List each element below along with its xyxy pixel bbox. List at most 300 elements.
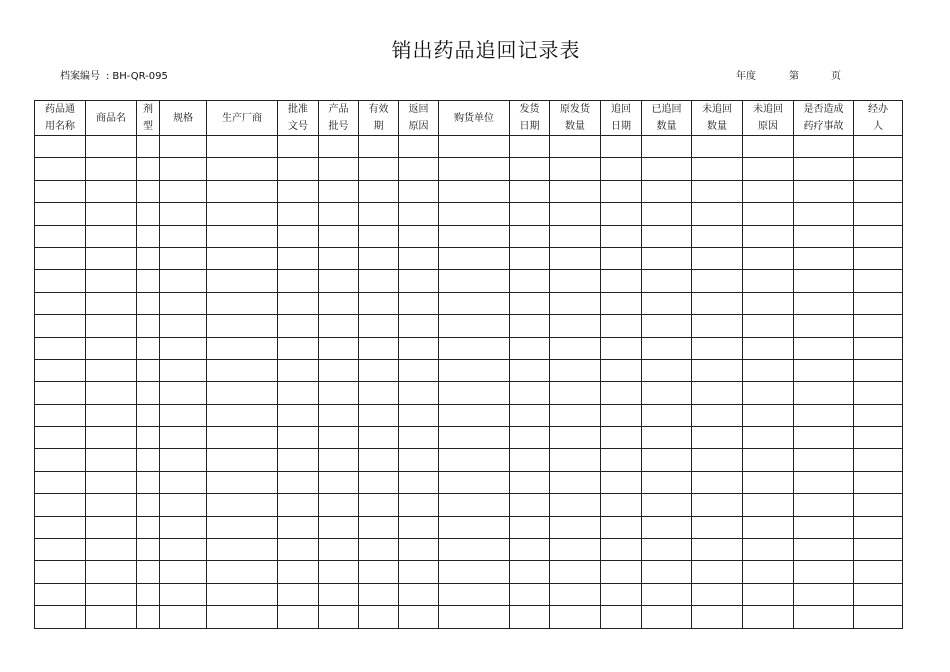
table-cell[interactable] — [319, 583, 359, 605]
table-cell[interactable] — [278, 583, 319, 605]
table-cell[interactable] — [399, 270, 439, 292]
table-cell[interactable] — [510, 494, 550, 516]
table-cell[interactable] — [319, 270, 359, 292]
table-cell[interactable] — [35, 449, 86, 471]
table-cell[interactable] — [692, 539, 743, 561]
table-cell[interactable] — [794, 449, 854, 471]
table-cell[interactable] — [854, 315, 903, 337]
table-cell[interactable] — [319, 471, 359, 493]
table-cell[interactable] — [137, 337, 160, 359]
table-cell[interactable] — [642, 270, 692, 292]
table-cell[interactable] — [399, 225, 439, 247]
table-cell[interactable] — [743, 359, 794, 381]
table-cell[interactable] — [359, 404, 399, 426]
table-cell[interactable] — [359, 203, 399, 225]
table-cell[interactable] — [160, 292, 207, 314]
table-cell[interactable] — [550, 180, 601, 202]
table-cell[interactable] — [319, 180, 359, 202]
table-cell[interactable] — [550, 136, 601, 158]
table-cell[interactable] — [854, 449, 903, 471]
table-cell[interactable] — [86, 583, 137, 605]
table-cell[interactable] — [439, 180, 510, 202]
table-cell[interactable] — [550, 359, 601, 381]
table-cell[interactable] — [439, 539, 510, 561]
table-cell[interactable] — [510, 583, 550, 605]
table-cell[interactable] — [35, 203, 86, 225]
table-cell[interactable] — [550, 337, 601, 359]
table-cell[interactable] — [510, 203, 550, 225]
table-cell[interactable] — [854, 292, 903, 314]
table-cell[interactable] — [319, 494, 359, 516]
table-cell[interactable] — [510, 404, 550, 426]
table-cell[interactable] — [550, 158, 601, 180]
table-cell[interactable] — [137, 359, 160, 381]
table-cell[interactable] — [160, 427, 207, 449]
table-cell[interactable] — [439, 427, 510, 449]
table-cell[interactable] — [692, 315, 743, 337]
table-cell[interactable] — [399, 516, 439, 538]
table-cell[interactable] — [207, 382, 278, 404]
table-cell[interactable] — [160, 606, 207, 628]
table-cell[interactable] — [439, 247, 510, 269]
table-cell[interactable] — [854, 136, 903, 158]
table-cell[interactable] — [137, 539, 160, 561]
table-cell[interactable] — [278, 337, 319, 359]
table-cell[interactable] — [642, 561, 692, 583]
table-cell[interactable] — [359, 225, 399, 247]
table-cell[interactable] — [743, 606, 794, 628]
table-cell[interactable] — [743, 225, 794, 247]
table-cell[interactable] — [692, 471, 743, 493]
table-cell[interactable] — [86, 516, 137, 538]
table-cell[interactable] — [854, 180, 903, 202]
table-cell[interactable] — [207, 203, 278, 225]
table-cell[interactable] — [35, 136, 86, 158]
table-cell[interactable] — [86, 270, 137, 292]
table-cell[interactable] — [35, 427, 86, 449]
table-cell[interactable] — [137, 494, 160, 516]
table-cell[interactable] — [137, 225, 160, 247]
table-cell[interactable] — [550, 315, 601, 337]
table-cell[interactable] — [359, 136, 399, 158]
table-cell[interactable] — [399, 561, 439, 583]
table-cell[interactable] — [86, 404, 137, 426]
table-cell[interactable] — [510, 382, 550, 404]
table-cell[interactable] — [160, 158, 207, 180]
table-cell[interactable] — [642, 606, 692, 628]
table-cell[interactable] — [86, 471, 137, 493]
table-cell[interactable] — [794, 315, 854, 337]
table-cell[interactable] — [359, 583, 399, 605]
table-cell[interactable] — [794, 606, 854, 628]
table-cell[interactable] — [359, 427, 399, 449]
table-cell[interactable] — [399, 292, 439, 314]
table-cell[interactable] — [278, 606, 319, 628]
table-cell[interactable] — [854, 382, 903, 404]
table-cell[interactable] — [439, 606, 510, 628]
table-cell[interactable] — [359, 516, 399, 538]
table-cell[interactable] — [319, 539, 359, 561]
table-cell[interactable] — [743, 471, 794, 493]
table-cell[interactable] — [692, 136, 743, 158]
table-cell[interactable] — [278, 315, 319, 337]
table-cell[interactable] — [86, 292, 137, 314]
table-cell[interactable] — [86, 359, 137, 381]
table-cell[interactable] — [137, 292, 160, 314]
table-cell[interactable] — [743, 427, 794, 449]
table-cell[interactable] — [743, 203, 794, 225]
table-cell[interactable] — [743, 247, 794, 269]
table-cell[interactable] — [692, 516, 743, 538]
table-cell[interactable] — [207, 427, 278, 449]
table-cell[interactable] — [854, 247, 903, 269]
table-cell[interactable] — [278, 561, 319, 583]
table-cell[interactable] — [207, 516, 278, 538]
table-cell[interactable] — [160, 583, 207, 605]
table-cell[interactable] — [692, 203, 743, 225]
table-cell[interactable] — [439, 225, 510, 247]
table-cell[interactable] — [510, 136, 550, 158]
table-cell[interactable] — [794, 180, 854, 202]
table-cell[interactable] — [35, 180, 86, 202]
table-cell[interactable] — [794, 359, 854, 381]
table-cell[interactable] — [35, 539, 86, 561]
table-cell[interactable] — [207, 270, 278, 292]
table-cell[interactable] — [86, 203, 137, 225]
table-cell[interactable] — [319, 606, 359, 628]
table-cell[interactable] — [160, 404, 207, 426]
table-cell[interactable] — [601, 136, 642, 158]
table-cell[interactable] — [692, 158, 743, 180]
table-cell[interactable] — [854, 471, 903, 493]
table-cell[interactable] — [137, 561, 160, 583]
table-cell[interactable] — [550, 516, 601, 538]
table-cell[interactable] — [399, 337, 439, 359]
table-cell[interactable] — [399, 539, 439, 561]
table-cell[interactable] — [550, 471, 601, 493]
table-cell[interactable] — [794, 471, 854, 493]
table-cell[interactable] — [692, 427, 743, 449]
table-cell[interactable] — [207, 247, 278, 269]
table-cell[interactable] — [550, 449, 601, 471]
table-cell[interactable] — [601, 561, 642, 583]
table-cell[interactable] — [359, 606, 399, 628]
table-cell[interactable] — [439, 337, 510, 359]
table-cell[interactable] — [550, 561, 601, 583]
table-cell[interactable] — [207, 136, 278, 158]
table-cell[interactable] — [642, 337, 692, 359]
table-cell[interactable] — [160, 203, 207, 225]
table-cell[interactable] — [137, 136, 160, 158]
table-cell[interactable] — [439, 382, 510, 404]
table-cell[interactable] — [319, 225, 359, 247]
table-cell[interactable] — [692, 449, 743, 471]
table-cell[interactable] — [794, 292, 854, 314]
table-cell[interactable] — [207, 583, 278, 605]
table-cell[interactable] — [510, 561, 550, 583]
table-cell[interactable] — [319, 561, 359, 583]
table-cell[interactable] — [359, 561, 399, 583]
table-cell[interactable] — [137, 180, 160, 202]
table-cell[interactable] — [439, 359, 510, 381]
table-cell[interactable] — [642, 382, 692, 404]
table-cell[interactable] — [439, 136, 510, 158]
table-cell[interactable] — [35, 516, 86, 538]
table-cell[interactable] — [278, 471, 319, 493]
table-cell[interactable] — [359, 247, 399, 269]
table-cell[interactable] — [399, 427, 439, 449]
table-cell[interactable] — [35, 158, 86, 180]
table-cell[interactable] — [35, 247, 86, 269]
table-cell[interactable] — [743, 136, 794, 158]
table-cell[interactable] — [207, 449, 278, 471]
table-cell[interactable] — [854, 561, 903, 583]
table-cell[interactable] — [510, 292, 550, 314]
table-cell[interactable] — [510, 539, 550, 561]
table-cell[interactable] — [278, 203, 319, 225]
table-cell[interactable] — [35, 337, 86, 359]
table-cell[interactable] — [86, 180, 137, 202]
table-cell[interactable] — [278, 247, 319, 269]
table-cell[interactable] — [207, 315, 278, 337]
table-cell[interactable] — [743, 292, 794, 314]
table-cell[interactable] — [207, 606, 278, 628]
table-cell[interactable] — [550, 539, 601, 561]
table-cell[interactable] — [510, 225, 550, 247]
table-cell[interactable] — [35, 359, 86, 381]
table-cell[interactable] — [854, 337, 903, 359]
table-cell[interactable] — [399, 583, 439, 605]
table-cell[interactable] — [854, 539, 903, 561]
table-cell[interactable] — [550, 270, 601, 292]
table-cell[interactable] — [439, 315, 510, 337]
table-cell[interactable] — [319, 427, 359, 449]
table-cell[interactable] — [439, 270, 510, 292]
table-cell[interactable] — [794, 561, 854, 583]
table-cell[interactable] — [601, 382, 642, 404]
table-cell[interactable] — [137, 606, 160, 628]
table-cell[interactable] — [137, 471, 160, 493]
table-cell[interactable] — [642, 203, 692, 225]
table-cell[interactable] — [207, 494, 278, 516]
table-cell[interactable] — [439, 471, 510, 493]
table-cell[interactable] — [207, 180, 278, 202]
table-cell[interactable] — [601, 494, 642, 516]
table-cell[interactable] — [601, 180, 642, 202]
table-cell[interactable] — [743, 158, 794, 180]
table-cell[interactable] — [692, 247, 743, 269]
table-cell[interactable] — [854, 270, 903, 292]
table-cell[interactable] — [137, 158, 160, 180]
table-cell[interactable] — [601, 337, 642, 359]
table-cell[interactable] — [359, 315, 399, 337]
table-cell[interactable] — [550, 225, 601, 247]
table-cell[interactable] — [692, 404, 743, 426]
table-cell[interactable] — [642, 292, 692, 314]
table-cell[interactable] — [510, 516, 550, 538]
table-cell[interactable] — [160, 359, 207, 381]
table-cell[interactable] — [399, 247, 439, 269]
table-cell[interactable] — [207, 471, 278, 493]
table-cell[interactable] — [550, 427, 601, 449]
table-cell[interactable] — [794, 225, 854, 247]
table-cell[interactable] — [278, 359, 319, 381]
table-cell[interactable] — [160, 471, 207, 493]
table-cell[interactable] — [160, 180, 207, 202]
table-cell[interactable] — [207, 561, 278, 583]
table-cell[interactable] — [399, 404, 439, 426]
table-cell[interactable] — [642, 539, 692, 561]
table-cell[interactable] — [137, 247, 160, 269]
table-cell[interactable] — [510, 449, 550, 471]
table-cell[interactable] — [794, 247, 854, 269]
table-cell[interactable] — [86, 158, 137, 180]
table-cell[interactable] — [692, 225, 743, 247]
table-cell[interactable] — [319, 247, 359, 269]
table-cell[interactable] — [692, 292, 743, 314]
table-cell[interactable] — [510, 606, 550, 628]
table-cell[interactable] — [601, 158, 642, 180]
table-cell[interactable] — [137, 382, 160, 404]
table-cell[interactable] — [278, 136, 319, 158]
table-cell[interactable] — [601, 359, 642, 381]
table-cell[interactable] — [35, 471, 86, 493]
table-cell[interactable] — [601, 427, 642, 449]
table-cell[interactable] — [359, 449, 399, 471]
table-cell[interactable] — [550, 247, 601, 269]
table-cell[interactable] — [278, 158, 319, 180]
table-cell[interactable] — [160, 315, 207, 337]
table-cell[interactable] — [359, 539, 399, 561]
table-cell[interactable] — [86, 315, 137, 337]
table-cell[interactable] — [510, 359, 550, 381]
table-cell[interactable] — [794, 270, 854, 292]
table-cell[interactable] — [601, 315, 642, 337]
table-cell[interactable] — [692, 337, 743, 359]
table-cell[interactable] — [439, 292, 510, 314]
table-cell[interactable] — [278, 270, 319, 292]
table-cell[interactable] — [642, 136, 692, 158]
table-cell[interactable] — [743, 561, 794, 583]
table-cell[interactable] — [550, 404, 601, 426]
table-cell[interactable] — [692, 270, 743, 292]
table-cell[interactable] — [399, 158, 439, 180]
table-cell[interactable] — [359, 180, 399, 202]
table-cell[interactable] — [207, 292, 278, 314]
table-cell[interactable] — [137, 404, 160, 426]
table-cell[interactable] — [692, 494, 743, 516]
table-cell[interactable] — [319, 136, 359, 158]
table-cell[interactable] — [510, 315, 550, 337]
table-cell[interactable] — [601, 247, 642, 269]
table-cell[interactable] — [601, 203, 642, 225]
table-cell[interactable] — [399, 359, 439, 381]
table-cell[interactable] — [794, 427, 854, 449]
table-cell[interactable] — [510, 337, 550, 359]
table-cell[interactable] — [278, 539, 319, 561]
table-cell[interactable] — [743, 270, 794, 292]
table-cell[interactable] — [399, 606, 439, 628]
table-cell[interactable] — [278, 516, 319, 538]
table-cell[interactable] — [278, 404, 319, 426]
table-cell[interactable] — [137, 315, 160, 337]
table-cell[interactable] — [601, 539, 642, 561]
table-cell[interactable] — [359, 359, 399, 381]
table-cell[interactable] — [692, 561, 743, 583]
table-cell[interactable] — [35, 292, 86, 314]
table-cell[interactable] — [160, 337, 207, 359]
table-cell[interactable] — [278, 382, 319, 404]
table-cell[interactable] — [601, 583, 642, 605]
table-cell[interactable] — [794, 404, 854, 426]
table-cell[interactable] — [319, 315, 359, 337]
table-cell[interactable] — [399, 315, 439, 337]
table-cell[interactable] — [160, 494, 207, 516]
table-cell[interactable] — [35, 270, 86, 292]
table-cell[interactable] — [794, 583, 854, 605]
table-cell[interactable] — [743, 449, 794, 471]
table-cell[interactable] — [399, 382, 439, 404]
table-cell[interactable] — [743, 315, 794, 337]
table-cell[interactable] — [510, 427, 550, 449]
table-cell[interactable] — [86, 225, 137, 247]
table-cell[interactable] — [359, 158, 399, 180]
table-cell[interactable] — [439, 404, 510, 426]
table-cell[interactable] — [137, 516, 160, 538]
table-cell[interactable] — [399, 471, 439, 493]
table-cell[interactable] — [794, 203, 854, 225]
table-cell[interactable] — [359, 471, 399, 493]
table-cell[interactable] — [439, 561, 510, 583]
table-cell[interactable] — [439, 158, 510, 180]
table-cell[interactable] — [35, 583, 86, 605]
table-cell[interactable] — [642, 247, 692, 269]
table-cell[interactable] — [319, 404, 359, 426]
table-cell[interactable] — [35, 225, 86, 247]
table-cell[interactable] — [854, 359, 903, 381]
table-cell[interactable] — [86, 606, 137, 628]
table-cell[interactable] — [743, 382, 794, 404]
table-cell[interactable] — [550, 583, 601, 605]
table-cell[interactable] — [439, 516, 510, 538]
table-cell[interactable] — [642, 471, 692, 493]
table-cell[interactable] — [137, 427, 160, 449]
table-cell[interactable] — [642, 427, 692, 449]
table-cell[interactable] — [35, 606, 86, 628]
table-cell[interactable] — [319, 158, 359, 180]
table-cell[interactable] — [743, 404, 794, 426]
table-cell[interactable] — [601, 270, 642, 292]
table-cell[interactable] — [642, 359, 692, 381]
table-cell[interactable] — [642, 449, 692, 471]
table-cell[interactable] — [319, 382, 359, 404]
table-cell[interactable] — [692, 606, 743, 628]
table-cell[interactable] — [854, 203, 903, 225]
table-cell[interactable] — [854, 158, 903, 180]
table-cell[interactable] — [854, 516, 903, 538]
table-cell[interactable] — [854, 404, 903, 426]
table-cell[interactable] — [278, 225, 319, 247]
table-cell[interactable] — [794, 382, 854, 404]
table-cell[interactable] — [854, 225, 903, 247]
table-cell[interactable] — [510, 180, 550, 202]
table-cell[interactable] — [692, 180, 743, 202]
table-cell[interactable] — [854, 583, 903, 605]
table-cell[interactable] — [160, 136, 207, 158]
table-cell[interactable] — [550, 203, 601, 225]
table-cell[interactable] — [854, 427, 903, 449]
table-cell[interactable] — [854, 494, 903, 516]
